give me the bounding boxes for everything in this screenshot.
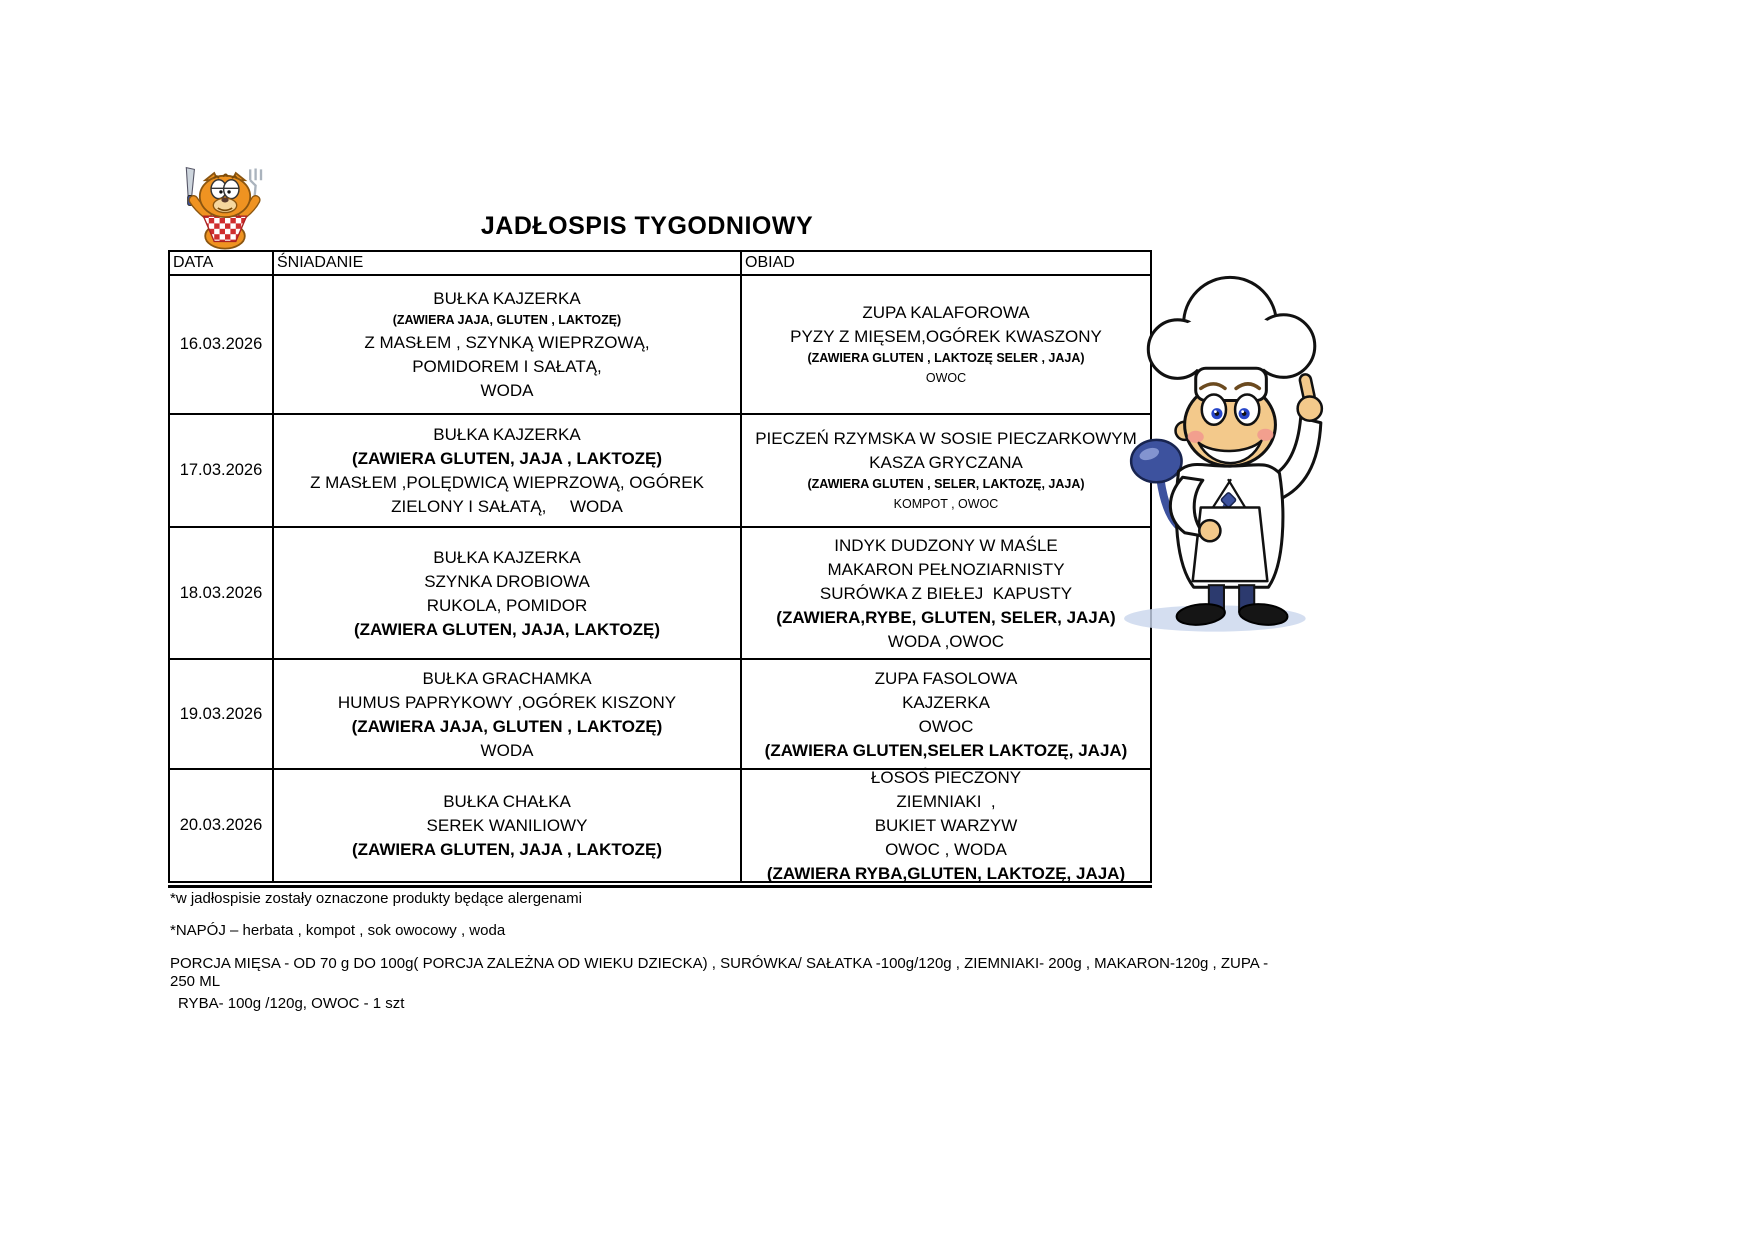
menu-line: ZUPA FASOLOWA	[874, 668, 1018, 688]
table-row	[170, 276, 1150, 415]
chef-hat-icon	[1148, 277, 1315, 400]
dinner-cell	[742, 770, 1150, 881]
date-cell: 16.03.2026	[170, 276, 274, 413]
menu-line: (ZAWIERA GLUTEN,SELER LAKTOZĘ, JAJA)	[764, 740, 1128, 760]
menu-line: OWOC , WODA	[885, 840, 1007, 859]
menu-line: (ZAWIERA,RYBE, GLUTEN, SELER, JAJA)	[776, 607, 1116, 627]
menu-line: POMIDOREM I SAŁATĄ,	[412, 357, 602, 376]
menu-line: Z MASŁEM , SZYNKĄ WIEPRZOWĄ,	[364, 333, 650, 352]
breakfast-cell	[274, 528, 742, 658]
menu-line: RUKOLA, POMIDOR	[426, 595, 588, 615]
menu-line: OWOC	[925, 371, 967, 385]
menu-line: Z MASŁEM ,POLĘDWICĄ WIEPRZOWĄ, OGÓREK	[310, 473, 704, 492]
table-row	[170, 770, 1150, 881]
date-cell: 18.03.2026	[170, 528, 274, 658]
menu-line: BUŁKA KAJZERKA	[433, 547, 581, 567]
page-title: JADŁOSPIS TYGODNIOWY	[480, 212, 814, 240]
footnote-allergens: *w jadłospisie zostały oznaczone produkty będące alergenami	[170, 890, 582, 907]
column-header-sniadanie: ŚNIADANIE	[274, 252, 742, 274]
chef-mascot-image	[1116, 270, 1338, 636]
menu-line: ŁOSOŚ PIECZONY	[870, 768, 1022, 787]
menu-line: ZIEMNIAKI ,	[896, 792, 996, 811]
column-header-obiad: OBIAD	[745, 254, 795, 271]
menu-line: ZIELONY I SAŁATĄ, WODA	[391, 497, 623, 516]
menu-line: WODA ,OWOC	[887, 631, 1005, 651]
menu-line: (ZAWIERA RYBA,GLUTEN, LAKTOZĘ, JAJA)	[766, 864, 1126, 883]
menu-line: PYZY Z MIĘSEM,OGÓREK KWASZONY	[790, 327, 1102, 346]
footnote-portions-continued: RYBA- 100g /120g, OWOC - 1 szt	[178, 995, 405, 1012]
menu-line: SURÓWKA Z BIEŁEJ KAPUSTY	[819, 583, 1073, 603]
dinner-cell	[742, 276, 1150, 413]
menu-line: OWOC	[918, 716, 974, 736]
menu-line: KASZA GRYCZANA	[869, 453, 1023, 472]
menu-line: PIECZEŃ RZYMSKA W SOSIE PIECZARKOWYM	[755, 429, 1137, 448]
footnote-drinks: *NAPÓJ – herbata , kompot , sok owocowy , woda	[170, 922, 506, 939]
menu-line: HUMUS PAPRYKOWY ,OGÓREK KISZONY	[337, 692, 677, 712]
menu-line: BUŁKA GRACHAMKA	[422, 668, 592, 688]
menu-line: WODA	[480, 740, 534, 760]
menu-line: BUŁKA KAJZERKA	[433, 289, 581, 308]
dinner-cell	[742, 660, 1150, 768]
menu-line: (ZAWIERA GLUTEN, JAJA , LAKTOZĘ)	[351, 840, 663, 859]
menu-line: INDYK DUDZONY W MAŚLE	[834, 535, 1058, 555]
table-row	[170, 660, 1150, 770]
dinner-cell	[742, 528, 1150, 658]
table-row	[170, 528, 1150, 660]
menu-line: ZUPA KALAFOROWA	[862, 303, 1030, 322]
column-header-data: DATA	[170, 252, 274, 274]
menu-line: (ZAWIERA JAJA, GLUTEN , LAKTOZĘ)	[392, 313, 622, 327]
breakfast-cell	[274, 276, 742, 413]
menu-line: MAKARON PEŁNOZIARNISTY	[827, 559, 1065, 579]
footnote-portions: PORCJA MIĘSA - OD 70 g DO 100g( PORCJA ZALEŻNA OD WIEKU DZIECKA) , SURÓWKA/ SAŁATKA -100g/120g , ZIEMNIAKI- 200g , MAKARON-120g , ZUPA - 250 ML	[170, 955, 1269, 990]
menu-line: KOMPOT , OWOC	[893, 497, 999, 511]
menu-line: BUŁKA CHAŁKA	[443, 792, 571, 811]
menu-line: (ZAWIERA GLUTEN, JAJA , LAKTOZĘ)	[351, 449, 663, 468]
menu-line: KAJZERKA	[902, 692, 990, 712]
menu-line: WODA	[480, 381, 534, 400]
date-cell: 17.03.2026	[170, 415, 274, 526]
menu-line: BUŁKA KAJZERKA	[433, 425, 581, 444]
menu-line: (ZAWIERA GLUTEN, JAJA, LAKTOZĘ)	[354, 619, 660, 639]
breakfast-cell	[274, 415, 742, 526]
date-cell: 20.03.2026	[170, 770, 274, 881]
dinner-cell	[742, 415, 1150, 526]
menu-line: BUKIET WARZYW	[874, 816, 1018, 835]
table-row	[170, 415, 1150, 528]
menu-table	[168, 250, 1152, 883]
table-bottom-rule	[168, 885, 1152, 888]
menu-line: (ZAWIERA GLUTEN , SELER, LAKTOZĘ, JAJA)	[807, 477, 1085, 491]
table-header-row	[170, 252, 1150, 276]
footnotes	[170, 890, 1270, 1013]
menu-line: (ZAWIERA GLUTEN , LAKTOZĘ SELER , JAJA)	[807, 351, 1085, 365]
date-cell: 19.03.2026	[170, 660, 274, 768]
breakfast-cell	[274, 770, 742, 881]
breakfast-cell	[274, 660, 742, 768]
menu-line: SZYNKA DROBIOWA	[424, 571, 590, 591]
menu-line: (ZAWIERA JAJA, GLUTEN , LAKTOZĘ)	[351, 716, 663, 736]
menu-line: SEREK WANILIOWY	[426, 816, 588, 835]
